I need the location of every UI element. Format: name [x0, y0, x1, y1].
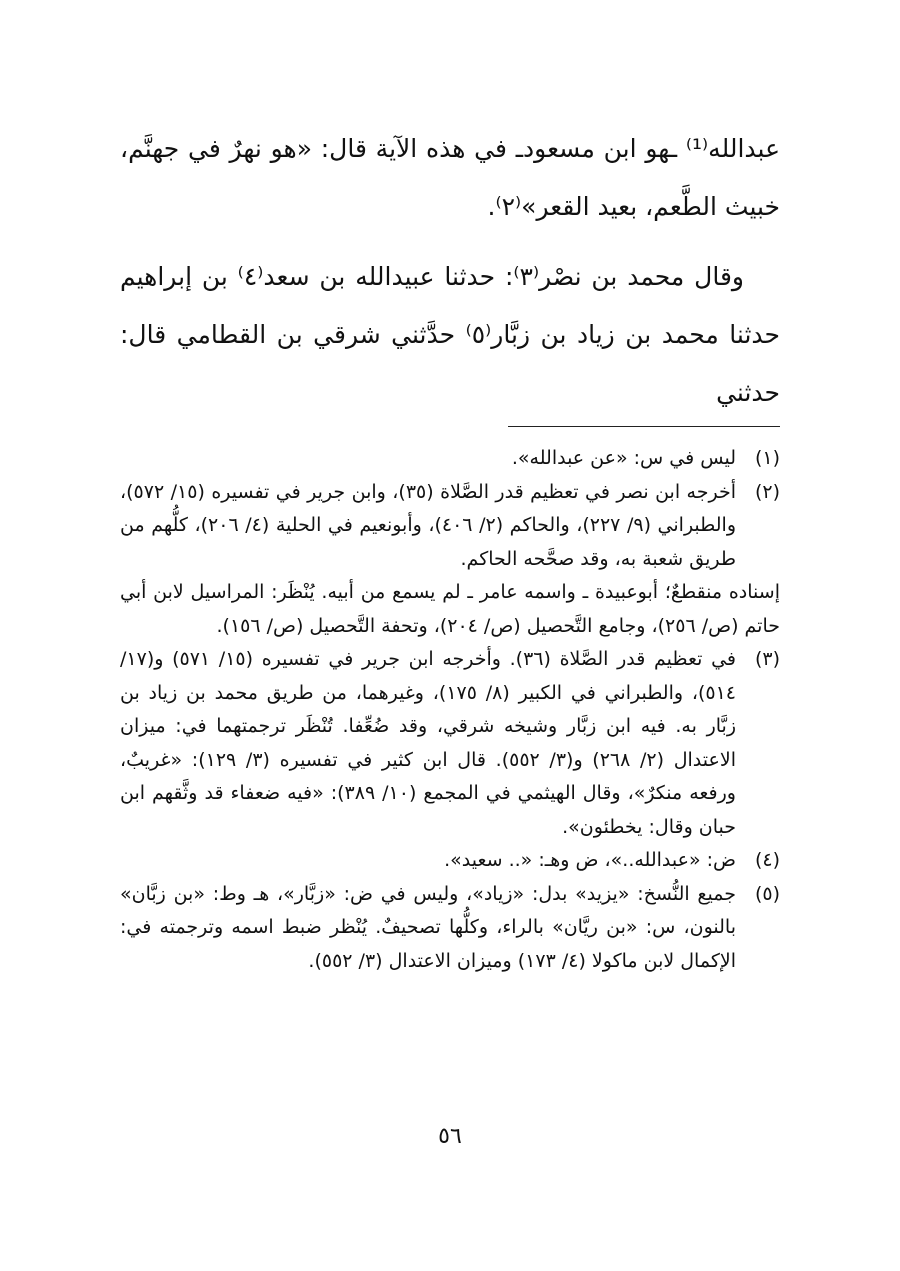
- footnote-3: [120, 643, 780, 844]
- footnote-body: ض: «عبدالله..»، ض وهـ: «.. سعيد».: [444, 849, 736, 871]
- footnote-number: (٥): [754, 882, 780, 905]
- footnote-body: جميع النُّسخ: «يزيد» بدل: «زياد»، وليس في ض: «زبَّار»، هـ وط: «بن زبَّان» بالنون، س: «بن ريَّان» بالراء، وكلُّها تصحيفٌ. يُنْظر ضبط اسمه وترجمته في: الإكمال لابن ماكولا (٤/ ١٧٣) وميزان الاعتدال (٣/ ٥٥٢).: [120, 882, 736, 972]
- main-paragraph-2: وقال محمد بن نصْر⁽٣⁾: حدثنا عبيدالله بن سعد⁽٤⁾ بن إبراهيم حدثنا محمد بن زياد بن زبَّار⁽٥⁾ حدَّثني شرقي بن القطامي قال: حدثني: [120, 262, 780, 407]
- main-paragraph-1: عبدالله⁽¹⁾ ـهو ابن مسعودـ في هذه الآية قال: «هو نهرٌ في جهنَّم، خبيث الطَّعم، بعيد القعر»⁽٢⁾.: [120, 134, 780, 221]
- footnote-number: (٤): [754, 849, 780, 871]
- footnote-2-continuation: إسناده منقطعٌ؛ أبوعبيدة ـ واسمه عامر ـ لم يسمع من أبيه. يُنْظَر: المراسيل لابن أبي حاتم (ص/ ٢٥٦)، وجامع التَّحصيل (ص/ ٢٠٤)، وتحفة التَّحصيل (ص/ ١٥٦).: [120, 581, 780, 637]
- footnote-text: [120, 643, 736, 844]
- footnote-text: [120, 442, 736, 476]
- footnote-body: أخرجه ابن نصر في تعظيم قدر الصَّلاة (٣٥)، وابن جرير في تفسيره (١٥/ ٥٧٢)، والطبراني (٩/ ٢٢٧)، والحاكم (٢/ ٤٠٦)، وأبونعيم في الحلية (٤/ ٢٠٦)، كلُّهم من طريق شعبة به، وقد صحَّحه الحاكم.: [120, 480, 736, 570]
- footnote-text: [120, 844, 736, 878]
- footnote-1: [120, 442, 780, 476]
- footnote-number: (٢): [754, 480, 780, 503]
- footnote-4: [120, 844, 780, 878]
- footnote-text: [120, 878, 736, 979]
- footnote-number: (١): [754, 447, 780, 469]
- footnote-body: في تعظيم قدر الصَّلاة (٣٦). وأخرجه ابن جرير في تفسيره (١٥/ ٥٧١) و(١٧/ ٥١٤)، والطبراني في الكبير (٨/ ١٧٥)، وغيرهما، من طريق محمد بن زياد بن زبَّار به. فيه ابن زبَّار وشيخه شرقي، وقد ضُعِّفا. تُنْظَر ترجمتهما في: ميزان الاعتدال (٢/ ٢٦٨) و(٣/ ٥٥٢). قال ابن كثير في تفسيره (٣/ ١٢٩): «غريبٌ، ورفعه منكرٌ»، وقال الهيثمي في المجمع (١٠/ ٣٨٩): «فيه ضعفاء قد وثَّقهم ابن حبان وقال: يخطئون».: [120, 648, 736, 838]
- page-number: ٥٦: [438, 1124, 462, 1149]
- footnote-5: [120, 878, 780, 979]
- footnote-2: [120, 476, 780, 577]
- footnotes-block: [120, 442, 780, 978]
- main-text-block: [120, 120, 780, 422]
- footnote-separator: [508, 426, 780, 427]
- footnote-body: ليس في س: «عن عبدالله».: [511, 447, 736, 469]
- footnote-text: [120, 476, 736, 577]
- footnote-number: (٣): [754, 648, 780, 670]
